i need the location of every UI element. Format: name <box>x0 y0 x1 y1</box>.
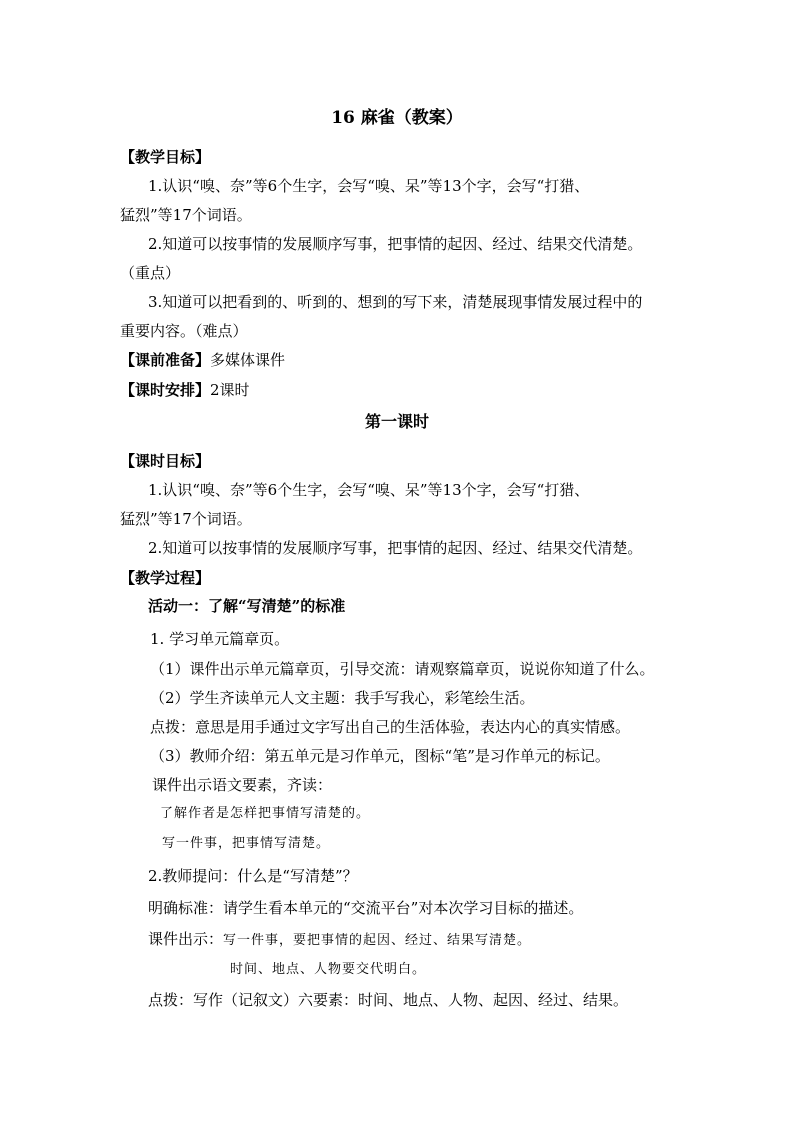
goal-line: 1.认识“嗅、奈”等6个生字，会写“嗅、呆”等13个字，会写“打猎、 <box>148 177 590 195</box>
process-line: 课件出示语文要素，齐读： <box>152 776 333 794</box>
section-label-process: 【教学过程】 <box>120 569 211 587</box>
element-line: 了解作者是怎样把事情写清楚的。 <box>160 806 371 821</box>
lesson-heading: 第一课时 <box>364 412 429 431</box>
goal-line: 猛烈”等17个词语。 <box>120 206 252 224</box>
show-line <box>148 929 531 951</box>
schedule-label: 【课时安排】 <box>120 381 211 399</box>
goal-line: 2.知道可以按事情的发展顺序写事，把事情的起因、经过、结果交代清楚。 <box>148 235 643 253</box>
question-line: 2.教师提问：什么是“写清楚”？ <box>148 867 358 885</box>
show-text: 写一件事，要把事情的起因、经过、结果写清楚。 <box>223 933 532 948</box>
process-line: 1. 学习单元篇章页。 <box>150 630 290 648</box>
schedule-line <box>120 380 250 400</box>
goal-line: （重点） <box>120 264 181 282</box>
tip-line: 点拨：写作（记叙文）六要素：时间、地点、人物、起因、经过、结果。 <box>148 991 629 1009</box>
prep-text: 多媒体课件 <box>210 351 286 369</box>
lesson-goal-line: 1.认识“嗅、奈”等6个生字，会写“嗅、呆”等13个字，会写“打猎、 <box>148 481 590 499</box>
prep-line <box>120 350 285 370</box>
section-label-goals: 【教学目标】 <box>120 148 211 166</box>
prep-label: 【课前准备】 <box>120 351 211 369</box>
section-label-lesson-goals: 【课时目标】 <box>120 452 211 470</box>
lesson-goal-line: 猛烈”等17个词语。 <box>120 510 252 528</box>
process-line: （1）课件出示单元篇章页，引导交流：请观察篇章页，说说你知道了什么。 <box>150 660 655 678</box>
show-prefix: 课件出示： <box>148 930 224 948</box>
document-title: 16 麻雀（教案） <box>331 108 463 128</box>
schedule-text: 2课时 <box>210 381 250 399</box>
clarify-line: 明确标准：请学生看本单元的“交流平台”对本次学习目标的描述。 <box>148 899 584 917</box>
goal-line: 重要内容。（难点） <box>120 322 248 340</box>
process-line: （2）学生齐读单元人文主题：我手写我心，彩笔绘生活。 <box>150 689 535 707</box>
process-line: 点拨：意思是用手通过文字写出自己的生活体验，表达内心的真实情感。 <box>150 718 631 736</box>
goal-line: 3.知道可以把看到的、听到的、想到的写下来，清楚展现事情发展过程中的 <box>148 293 643 311</box>
element-line: 写一件事，把事情写清楚。 <box>162 836 331 851</box>
process-line: （3）教师介绍：第五单元是习作单元，图标“笔”是习作单元的标记。 <box>150 747 610 765</box>
activity-heading: 活动一：了解“写清楚”的标准 <box>148 597 346 615</box>
lesson-goal-line: 2.知道可以按事情的发展顺序写事，把事情的起因、经过、结果交代清楚。 <box>148 539 643 557</box>
show-line-2: 时间、地点、人物要交代明白。 <box>230 962 427 977</box>
